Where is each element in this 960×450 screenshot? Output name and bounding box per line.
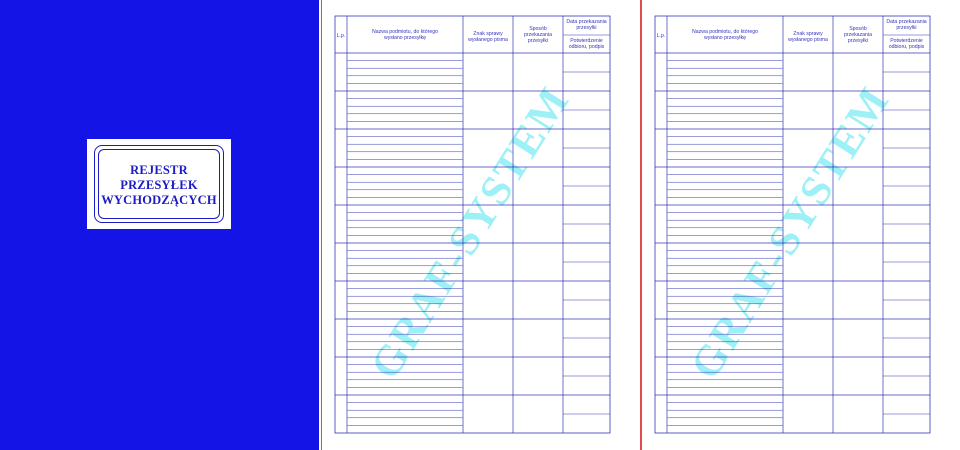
header-name-1: Nazwa podmiotu, do którego xyxy=(371,29,439,35)
header-confirm-2: odbioru, podpis xyxy=(888,44,925,50)
header-date-2: przesyłki xyxy=(576,25,597,31)
cover-title-line-2: PRZESYŁEK xyxy=(120,178,198,192)
header-sign-2: wysłanego pisma xyxy=(788,37,828,43)
header-sign-2: wysłanego pisma xyxy=(468,37,508,43)
cover-label xyxy=(87,139,231,229)
cover-title-line-3: WYCHODZĄCYCH xyxy=(101,193,217,207)
header-method-3: przesyłki xyxy=(847,38,869,44)
header-method-1: Sposób xyxy=(849,26,867,32)
header-name-1: Nazwa podmiotu, do którego xyxy=(691,29,759,35)
header-method-1: Sposób xyxy=(529,26,547,32)
header-date-1: Data przekazania xyxy=(886,19,927,25)
header-date-2: przesyłki xyxy=(896,25,917,31)
header-method-2: przekazania xyxy=(844,32,872,38)
header-lp: L.p. xyxy=(336,33,346,39)
register-cover xyxy=(0,0,319,450)
header-name-2: wysłano przesyłkę xyxy=(703,35,747,41)
cover-title xyxy=(87,163,231,208)
header-sign-1: Znak sprawy xyxy=(473,31,503,37)
header-method-3: przesyłki xyxy=(527,38,549,44)
header-method-2: przekazania xyxy=(524,32,552,38)
header-name-2: wysłano przesyłkę xyxy=(383,35,427,41)
register-table-right xyxy=(642,0,960,450)
watermark-text: GRAF-SYSTEM xyxy=(681,78,900,388)
header-lp: L.p. xyxy=(656,33,666,39)
header-confirm-2: odbioru, podpis xyxy=(568,44,605,50)
register-page-right xyxy=(641,0,960,450)
register-table-left xyxy=(322,0,640,450)
watermark-text: GRAF-SYSTEM xyxy=(361,78,580,388)
header-date-1: Data przekazania xyxy=(566,19,607,25)
header-sign-1: Znak sprawy xyxy=(793,31,823,37)
header-confirm-1: Potwierdzenie xyxy=(890,38,923,44)
cover-title-line-1: REJESTR xyxy=(130,163,188,177)
register-page-left xyxy=(321,0,641,450)
header-confirm-1: Potwierdzenie xyxy=(570,38,603,44)
